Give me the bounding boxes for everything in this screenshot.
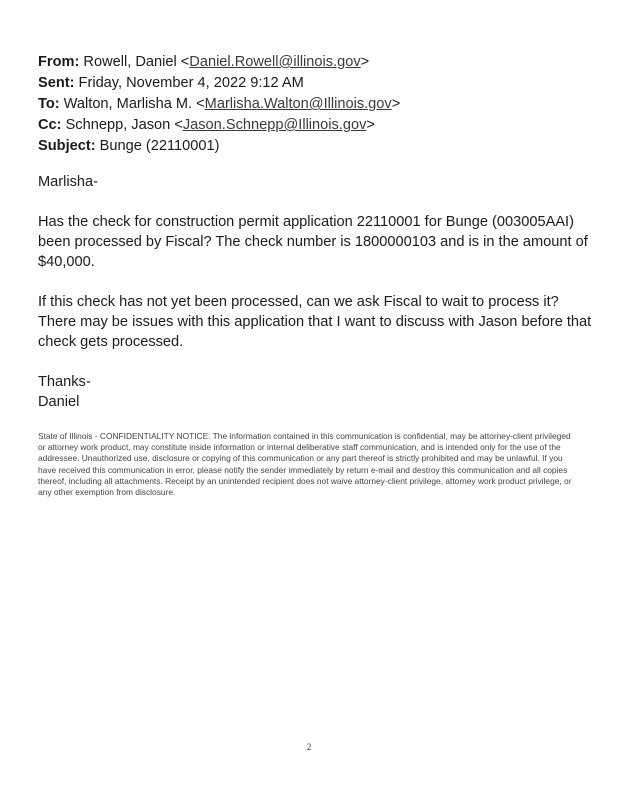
- confidentiality-notice: State of Illinois - CONFIDENTIALITY NOTICE: The information contained in this communication is confidential, may be attorney-client privileged or attorney work product, may constitute inside information or internal deliberative staff communication, and is intended only for the use of the addressee. Unauthorized use, disclosure or copying of this communication or any part thereof is strictly prohibited and may be unlawful. If you have received this communication in error, please notify the sender immediately by return e-mail and destroy this communication and all copies thereof, including all attachments. Receipt by an unintended recipient does not waive attorney-client privilege, attorney work product privilege, or any other exemption from disclosure.: [38, 431, 572, 498]
- subject-value: Bunge (22110001): [99, 138, 220, 154]
- from-label: From:: [38, 54, 80, 70]
- sent-line: [38, 73, 400, 94]
- sent-value: Friday, November 4, 2022 9:12 AM: [78, 75, 304, 91]
- signature-block: [38, 372, 598, 412]
- sent-label: Sent:: [38, 75, 75, 91]
- to-email-link[interactable]: Marlisha.Walton@Illinois.gov: [204, 96, 392, 112]
- email-body: [38, 172, 598, 412]
- to-line: To: Walton, Marlisha M. <Marlisha.Walton@Illinois.gov>: [38, 96, 401, 112]
- cc-email-link[interactable]: Jason.Schnepp@Illinois.gov: [182, 117, 367, 133]
- body-paragraph-1: Has the check for construction permit application 22110001 for Bunge (003005AAI) been processed by Fiscal? The check number is 1800000103 and is in the amount of $40,000.: [38, 214, 588, 270]
- cc-line: Cc: Schnepp, Jason <Jason.Schnepp@Illinois.gov>: [38, 117, 375, 133]
- from-line: From: Rowell, Daniel <Daniel.Rowell@illinois.gov>: [38, 54, 370, 70]
- body-paragraph-2: If this check has not yet been processed, can we ask Fiscal to wait to process it? There may be issues with this application that I want to discuss with Jason before that check gets processed.: [38, 294, 592, 350]
- subject-line: [38, 136, 400, 157]
- from-name: Rowell, Daniel: [83, 54, 177, 70]
- subject-label: Subject:: [38, 138, 96, 154]
- to-label: To:: [38, 96, 60, 112]
- page-number: 2: [306, 742, 312, 752]
- email-headers: [38, 52, 400, 157]
- greeting: Marlisha-: [38, 174, 99, 190]
- cc-label: Cc:: [38, 117, 62, 133]
- closing: Thanks-: [38, 374, 91, 390]
- to-name: Walton, Marlisha M.: [63, 96, 193, 112]
- cc-name: Schnepp, Jason: [65, 117, 171, 133]
- signature: Daniel: [38, 394, 80, 410]
- from-email-link[interactable]: Daniel.Rowell@illinois.gov: [189, 54, 361, 70]
